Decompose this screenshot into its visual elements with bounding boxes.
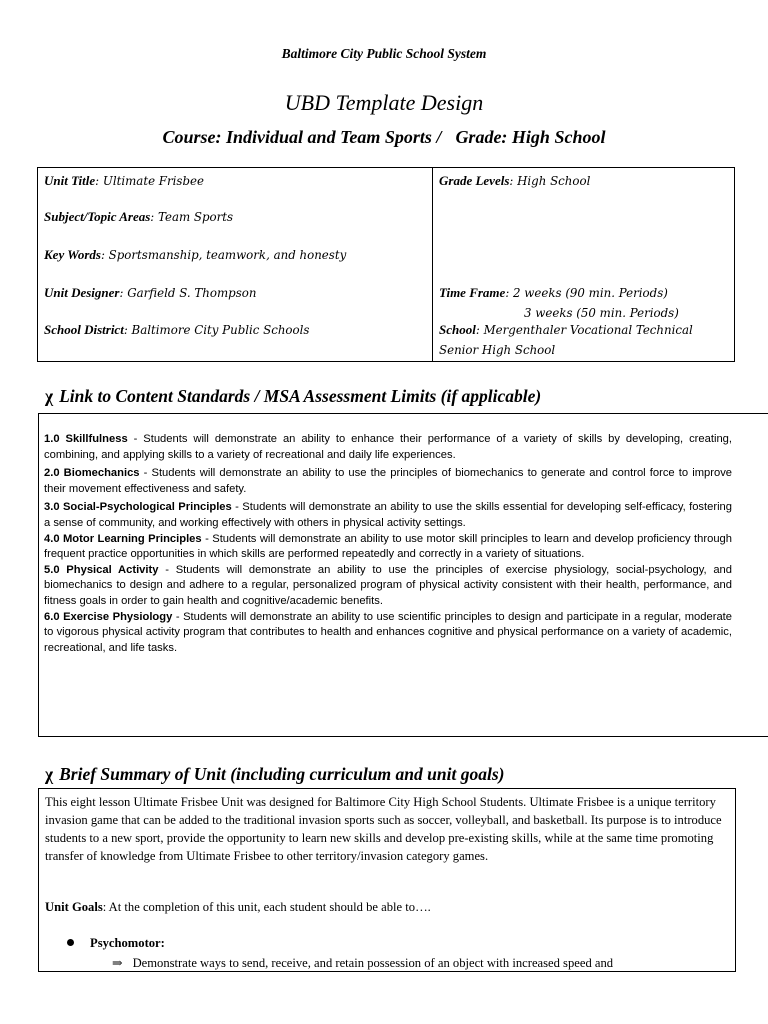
standard-item — [44, 500, 732, 531]
keywords-label: Key Words — [44, 247, 101, 262]
unit-goals-line — [45, 898, 431, 916]
school-line-2 — [439, 341, 555, 359]
district-label: School District — [44, 322, 124, 337]
time-frame-line-2 — [524, 304, 679, 322]
psychomotor-bullet — [67, 934, 165, 952]
school-value-2: Senior High School — [439, 343, 556, 357]
keywords-field — [44, 246, 346, 264]
designer-label: Unit Designer — [44, 285, 120, 300]
unit-title-value: : Ultimate Frisbee — [95, 174, 204, 188]
standard-item — [44, 610, 732, 657]
standard-text: - Students will demonstrate an ability to use motor skill principles to learn and develop proficiency through frequent practice opportunities in which skills are performed repeatedly and correctly in a variety of situations. — [44, 532, 732, 561]
standard-item — [44, 432, 732, 463]
designer-value: : Garfield S. Thompson — [119, 286, 257, 300]
standard-item — [44, 532, 732, 563]
organization-name: Baltimore City Public School System — [281, 46, 487, 61]
standard-title: 2.0 Biomechanics — [44, 467, 140, 480]
standard-title: 4.0 Motor Learning Principles — [44, 532, 202, 545]
psychomotor-sub-item — [112, 954, 613, 972]
standard-text: - Students will demonstrate an ability to use the principles of exercise physiology, social-psychology, and biomechanics to design and adhere to a regular, personalized program of physical activity consistent with their health, performance, and fitness goals in order to gain health and cognitive/academic benefits. — [44, 563, 732, 607]
grade-levels-label: Grade Levels — [439, 173, 510, 188]
time-frame-value-2: 3 weeks (50 min. Periods) — [524, 306, 679, 320]
psychomotor-label: Psychomotor: — [90, 936, 165, 950]
grade-label: Grade: High School — [455, 127, 606, 147]
course-line — [0, 127, 768, 148]
document-title: UBD Template Design — [284, 90, 484, 115]
district-field — [44, 321, 309, 339]
time-frame-value-1: : 2 weeks (90 min. Periods) — [505, 286, 668, 300]
unit-title-label: Unit Title — [44, 173, 96, 188]
time-frame-label: Time Frame — [439, 285, 506, 300]
sub-item-text: Demonstrate ways to send, receive, and retain possession of an object with increased speed and — [132, 956, 614, 970]
summary-box — [38, 788, 736, 972]
standards-box — [38, 413, 768, 737]
standards-list — [44, 432, 732, 656]
chi-symbol: χ — [45, 764, 54, 784]
subject-field — [44, 208, 233, 226]
chi-symbol: χ — [45, 386, 54, 406]
unit-info-table — [37, 167, 735, 362]
district-value: : Baltimore City Public Schools — [123, 323, 310, 337]
standard-item — [44, 563, 732, 610]
unit-goals-text: : At the completion of this unit, each student should be able to…. — [102, 900, 431, 914]
designer-field — [44, 284, 256, 302]
subject-label: Subject/Topic Areas — [44, 209, 151, 224]
standard-text: - Students will demonstrate an ability to use scientific principles to design and participate in a regular, moderate to vigorous physical activity program that contributes to health and enhances cognitive and physical performance on a variety of academic, recreational, and life tasks. — [44, 610, 732, 654]
summary-heading — [45, 764, 504, 785]
arrow-right-icon: ⇒ — [112, 956, 123, 970]
column-divider — [432, 168, 433, 361]
keywords-value: : Sportsmanship, teamwork, and honesty — [100, 248, 347, 262]
grade-levels-value: : High School — [509, 174, 591, 188]
summary-heading-text: Brief Summary of Unit (including curriculum and unit goals) — [59, 764, 505, 784]
standard-title: 3.0 Social-Psychological Principles — [44, 501, 232, 514]
grade-levels-field — [439, 172, 590, 190]
unit-goals-label: Unit Goals — [45, 900, 103, 914]
unit-title-field — [44, 172, 204, 190]
standard-title: 1.0 Skillfulness — [44, 433, 128, 445]
standard-text: - Students will demonstrate an ability to use the skills essential for developing self-efficacy, fostering a sense of community, and working effectively with others in physical activity settings. — [44, 501, 732, 529]
summary-text — [45, 793, 731, 865]
standards-heading — [45, 386, 541, 407]
time-frame-field — [439, 284, 668, 302]
bullet-dot-icon — [67, 939, 74, 946]
school-field — [439, 321, 693, 339]
standard-title: 5.0 Physical Activity — [44, 563, 159, 576]
standard-text: - Students will demonstrate an ability to enhance their performance of a variety of skills by developing, creating, combining, and applying skills to a variety of recreational and daily life experiences. — [44, 433, 732, 461]
school-value-1: : Mergenthaler Vocational Technical — [475, 323, 693, 337]
subject-value: : Team Sports — [150, 210, 234, 224]
standard-item — [44, 466, 732, 497]
school-label: School — [439, 322, 476, 337]
standard-title: 6.0 Exercise Physiology — [44, 610, 173, 623]
summary-paragraph: This eight lesson Ultimate Frisbee Unit was designed for Baltimore City High School Students. Ultimate Frisbee is a unique territory invasion game that can be added to the traditional invasion sports such as soccer, volleyball, and basketball. Its purpose is to introduce students to a new sport, provide the opportunity to learn new skills and develop pre-existing skills, while at the same time promoting transfer of knowledge from Ultimate Frisbee to other territory/invasion category games. — [45, 795, 722, 863]
standards-heading-text: Link to Content Standards / MSA Assessment Limits (if applicable) — [59, 386, 542, 406]
standard-text: - Students will demonstrate an ability to use the principles of biomechanics to generate and control force to improve their movement effectiveness and safety. — [44, 467, 733, 495]
course-label: Course: Individual and Team Sports / — [162, 127, 442, 147]
